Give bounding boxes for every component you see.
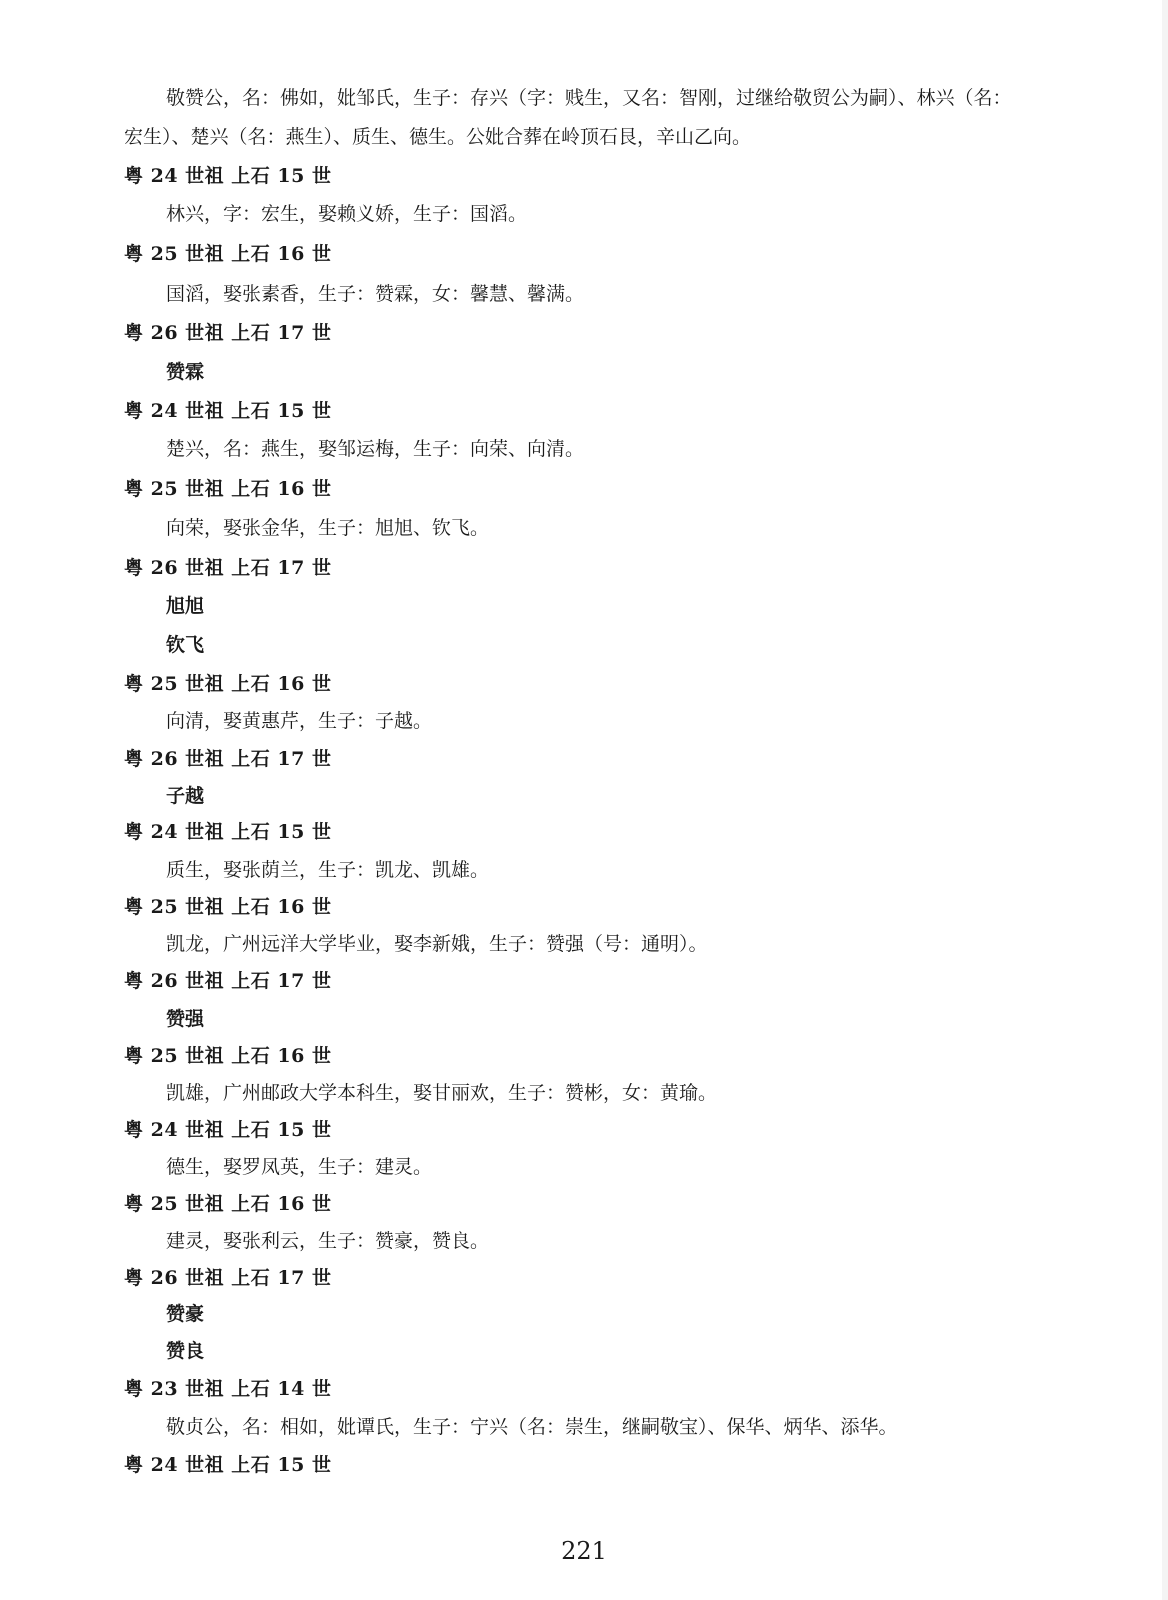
entry-paragraph: 德生，娶罗凤英，生子：建灵。 [166, 1156, 433, 1178]
entry-paragraph: 敬赞公，名：佛如，妣邹氏，生子：存兴（字：贱生，又名：智刚，过继给敬贸公为嗣）、林兴（名： [166, 87, 1012, 109]
descendant-name: 旭旭 [166, 595, 205, 617]
generation-heading: 粤 25 世祖 上石 16 世 [124, 478, 332, 500]
generation-heading: 粤 25 世祖 上石 16 世 [124, 1193, 332, 1215]
entry-paragraph: 林兴，字：宏生，娶赖义娇，生子：国滔。 [166, 203, 528, 225]
generation-heading: 粤 24 世祖 上石 15 世 [124, 1454, 332, 1476]
descendant-name: 赞强 [166, 1008, 205, 1030]
scan-edge-shadow [1162, 0, 1168, 1600]
entry-paragraph: 质生，娶张荫兰，生子：凯龙、凯雄。 [166, 859, 490, 881]
entry-paragraph: 向荣，娶张金华，生子：旭旭、钦飞。 [166, 517, 490, 539]
descendant-name: 子越 [166, 785, 205, 807]
generation-heading: 粤 26 世祖 上石 17 世 [124, 1267, 332, 1289]
generation-heading: 粤 26 世祖 上石 17 世 [124, 970, 332, 992]
descendant-name: 赞霖 [166, 361, 205, 383]
generation-heading: 粤 25 世祖 上石 16 世 [124, 673, 332, 695]
generation-heading: 粤 24 世祖 上石 15 世 [124, 165, 332, 187]
page-number: 221 [561, 1537, 607, 1565]
entry-paragraph: 建灵，娶张利云，生子：赞豪，赞良。 [166, 1230, 490, 1252]
entry-paragraph: 向清，娶黄惠芹，生子：子越。 [166, 710, 433, 732]
generation-heading: 粤 26 世祖 上石 17 世 [124, 748, 332, 770]
generation-heading: 粤 25 世祖 上石 16 世 [124, 1045, 332, 1067]
generation-heading: 粤 25 世祖 上石 16 世 [124, 896, 332, 918]
entry-paragraph: 楚兴，名：燕生，娶邹运梅，生子：向荣、向清。 [166, 438, 585, 460]
descendant-name: 赞良 [166, 1340, 205, 1362]
generation-heading: 粤 24 世祖 上石 15 世 [124, 821, 332, 843]
entry-paragraph: 国滔，娶张素香，生子：赞霖，女：馨慧、馨满。 [166, 283, 585, 305]
generation-heading: 粤 26 世祖 上石 17 世 [124, 322, 332, 344]
generation-heading: 粤 26 世祖 上石 17 世 [124, 557, 332, 579]
entry-paragraph-continuation: 宏生）、楚兴（名：燕生）、质生、德生。公妣合葬在岭顶石艮，辛山乙向。 [124, 126, 752, 148]
generation-heading: 粤 23 世祖 上石 14 世 [124, 1378, 332, 1400]
generation-heading: 粤 24 世祖 上石 15 世 [124, 1119, 332, 1141]
entry-paragraph: 敬贞公，名：相如，妣谭氏，生子：宁兴（名：崇生，继嗣敬宝）、保华、炳华、添华。 [166, 1416, 898, 1438]
entry-paragraph: 凯龙，广州远洋大学毕业，娶李新娥，生子：赞强（号：通明）。 [166, 933, 708, 955]
descendant-name: 赞豪 [166, 1303, 205, 1325]
generation-heading: 粤 24 世祖 上石 15 世 [124, 400, 332, 422]
generation-heading: 粤 25 世祖 上石 16 世 [124, 243, 332, 265]
entry-paragraph: 凯雄，广州邮政大学本科生，娶甘丽欢，生子：赞彬，女：黄瑜。 [166, 1082, 718, 1104]
descendant-name: 钦飞 [166, 634, 205, 656]
